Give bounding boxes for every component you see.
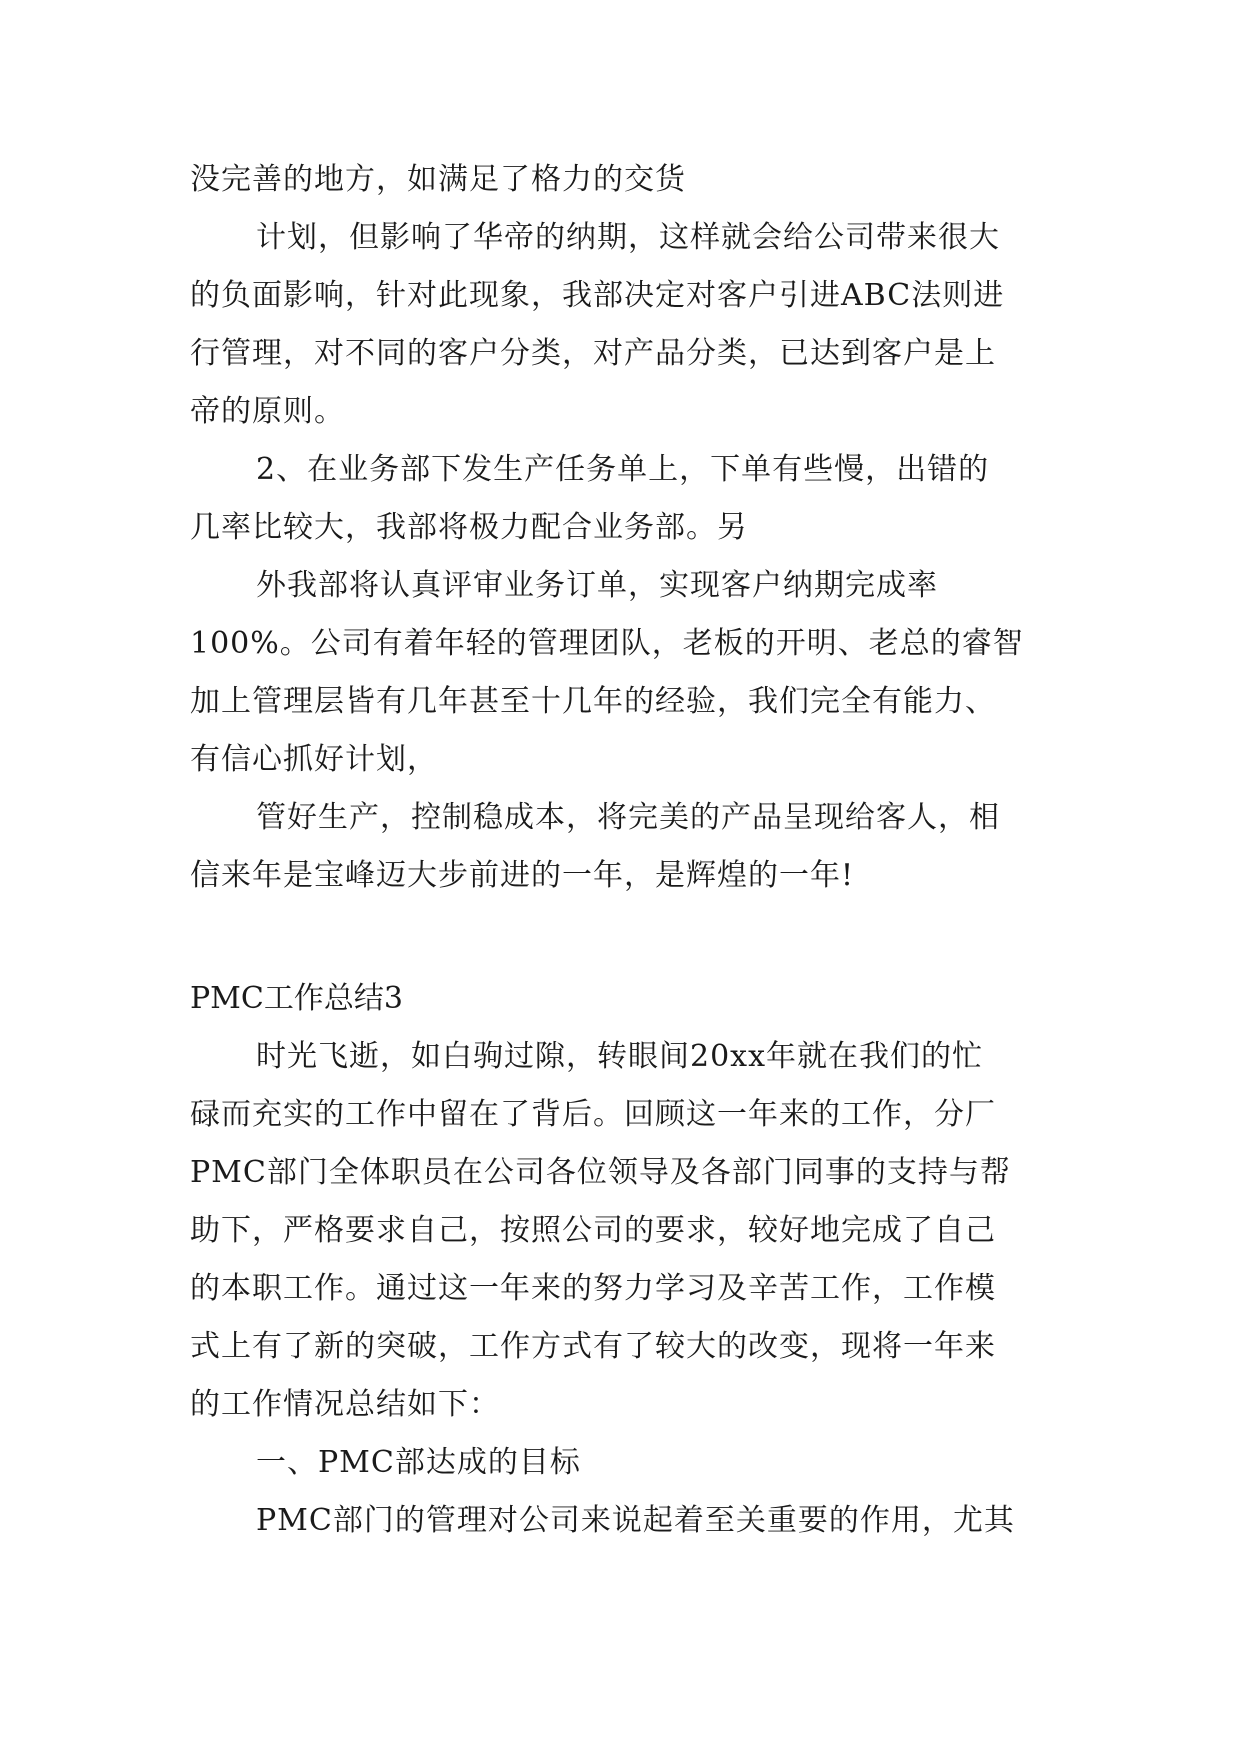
- text-line: 管好生产，控制稳成本，将完美的产品呈现给客人，相: [256, 800, 1000, 835]
- text-line: 2、在业务部下发生产任务单上，下单有些慢，出错的: [256, 452, 990, 487]
- text-line: 信来年是宝峰迈大步前进的一年，是辉煌的一年!: [190, 858, 855, 893]
- text-line: 100%。公司有着年轻的管理团队，老板的开明、老总的睿智: [190, 626, 1024, 661]
- text-line: 的负面影响，针对此现象，我部决定对客户引进ABC法则进: [190, 278, 1005, 313]
- text-line: 碌而充实的工作中留在了背后。回顾这一年来的工作，分厂: [190, 1097, 996, 1132]
- subheading: 一、PMC部达成的目标: [256, 1445, 581, 1480]
- text-line: 式上有了新的突破，工作方式有了较大的改变，现将一年来: [190, 1329, 996, 1364]
- text-line: PMC部门全体职员在公司各位领导及各部门同事的支持与帮: [190, 1155, 1011, 1190]
- text-line: 行管理，对不同的客户分类，对产品分类，已达到客户是上: [190, 336, 996, 371]
- text-line: 有信心抓好计划，: [190, 742, 438, 777]
- text-line: 计划，但影响了华帝的纳期，这样就会给公司带来很大: [256, 220, 1000, 255]
- text-line: 时光飞逝，如白驹过隙，转眼间20xx年就在我们的忙: [256, 1039, 984, 1074]
- text-line: 外我部将认真评审业务订单，实现客户纳期完成率: [256, 568, 938, 603]
- text-line: 没完善的地方，如满足了格力的交货: [190, 162, 686, 197]
- text-line: 加上管理层皆有几年甚至十几年的经验，我们完全有能力、: [190, 684, 996, 719]
- text-line: 的工作情况总结如下：: [190, 1387, 500, 1422]
- text-line: PMC部门的管理对公司来说起着至关重要的作用，尤其: [256, 1503, 1015, 1538]
- section-heading: PMC工作总结3: [190, 981, 403, 1016]
- text-line: 帝的原则。: [190, 394, 345, 429]
- text-line: 几率比较大，我部将极力配合业务部。另: [190, 510, 748, 545]
- text-line: 助下，严格要求自己，按照公司的要求，较好地完成了自己: [190, 1213, 996, 1248]
- text-line: 的本职工作。通过这一年来的努力学习及辛苦工作，工作模: [190, 1271, 996, 1306]
